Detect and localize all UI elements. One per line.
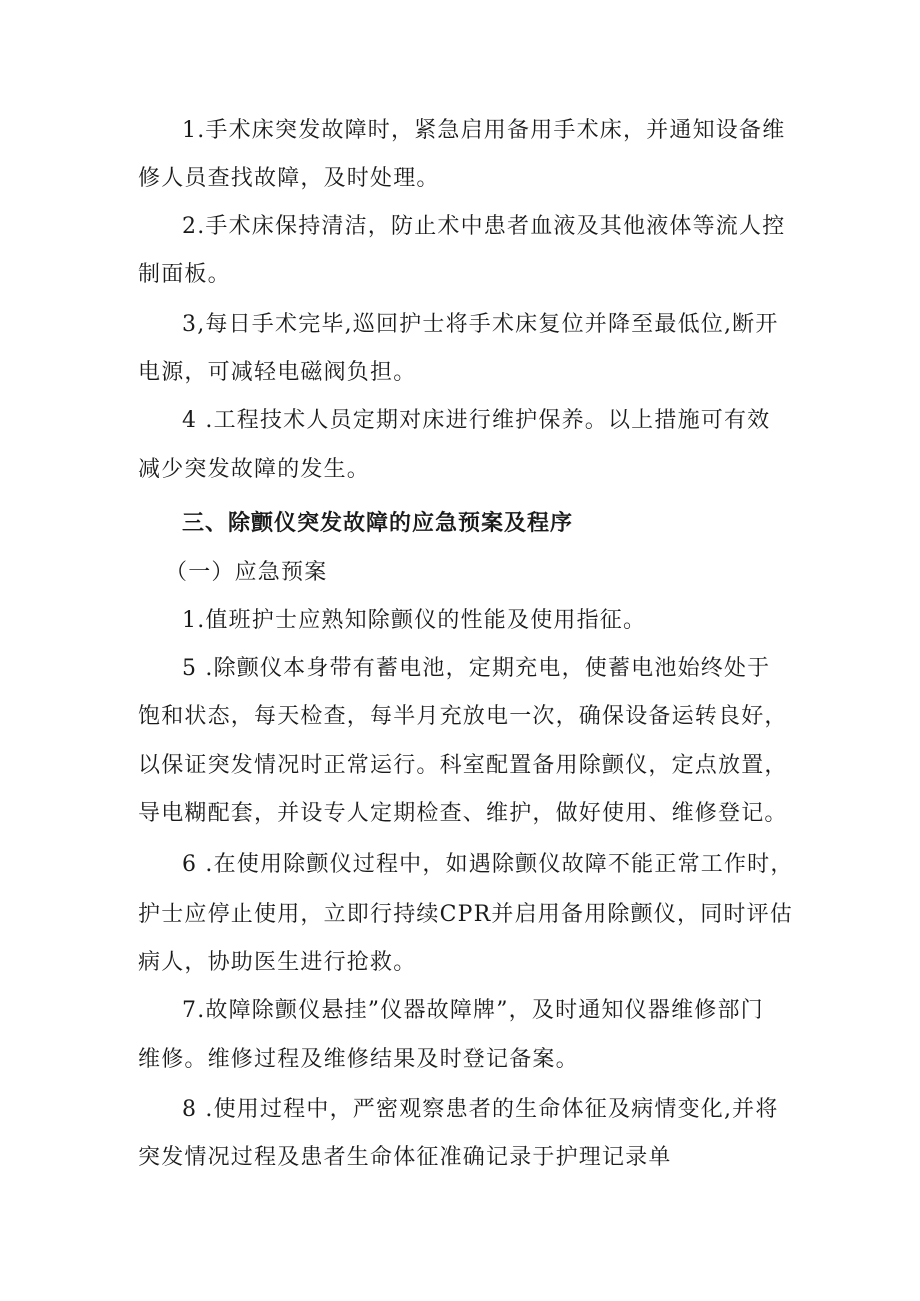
paragraph-3-line-2: 电源，可减轻电磁阀负担。: [138, 360, 417, 385]
item-6-line-2: 护士应停止使用，立即行持续CPR并启用备用除颤仪，同时评估: [138, 902, 794, 927]
paragraph-1-line-2: 修人员查找故障，及时处理。: [138, 166, 440, 191]
item-6-line-3: 病人，协助医生进行抢救。: [138, 950, 417, 975]
item-7-line-2: 维修。维修过程及维修结果及时登记备案。: [138, 1047, 579, 1072]
item-6-line-1: 6 .在使用除颤仪过程中，如遇除颤仪故障不能正常工作时，: [182, 852, 794, 877]
paragraph-2-line-1: 2.手术床保持清洁，防止术中患者血液及其他液体等流人控: [182, 214, 786, 239]
item-8-line-1: 8 .使用过程中，严密观察患者的生命体征及病情变化,并将: [182, 1097, 779, 1122]
item-5-line-3: 以保证突发情况时正常运行。科室配置备用除颤仪，定点放置，: [138, 753, 788, 778]
section-heading: 三、除颤仪突发故障的应急预案及程序: [182, 511, 574, 536]
subsection-heading: （一）应急预案: [165, 560, 328, 585]
paragraph-4-line-2: 减少突发故障的发生。: [138, 457, 371, 482]
item-5-line-1: 5 .除颤仪本身带有蓄电池，定期充电，使蓄电池始终处于: [182, 656, 771, 681]
item-1-line-1: 1.值班护士应熟知除颤仪的性能及使用指征。: [182, 608, 647, 633]
item-5-line-2: 饱和状态，每天检查，每半月充放电一次，确保设备运转良好，: [138, 704, 788, 729]
item-7-line-1: 7.故障除颤仪悬挂”仪器故障牌”，及时通知仪器维修部门: [182, 998, 764, 1023]
paragraph-1-line-1: 1.手术床突发故障时，紧急启用备用手术床，并通知设备维: [182, 118, 786, 143]
item-5-line-4: 导电糊配套，并设专人定期检查、维护，做好使用、维修登记。: [138, 801, 788, 826]
paragraph-2-line-2: 制面板。: [138, 262, 231, 287]
paragraph-3-line-1: 3,每日手术完毕,巡回护士将手术床复位并降至最低位,断开: [182, 312, 779, 337]
paragraph-4-line-1: 4 .工程技术人员定期对床进行维护保养。以上措施可有效: [182, 408, 771, 433]
item-8-line-2: 突发情况过程及患者生命体征准确记录于护理记录单: [138, 1145, 672, 1170]
